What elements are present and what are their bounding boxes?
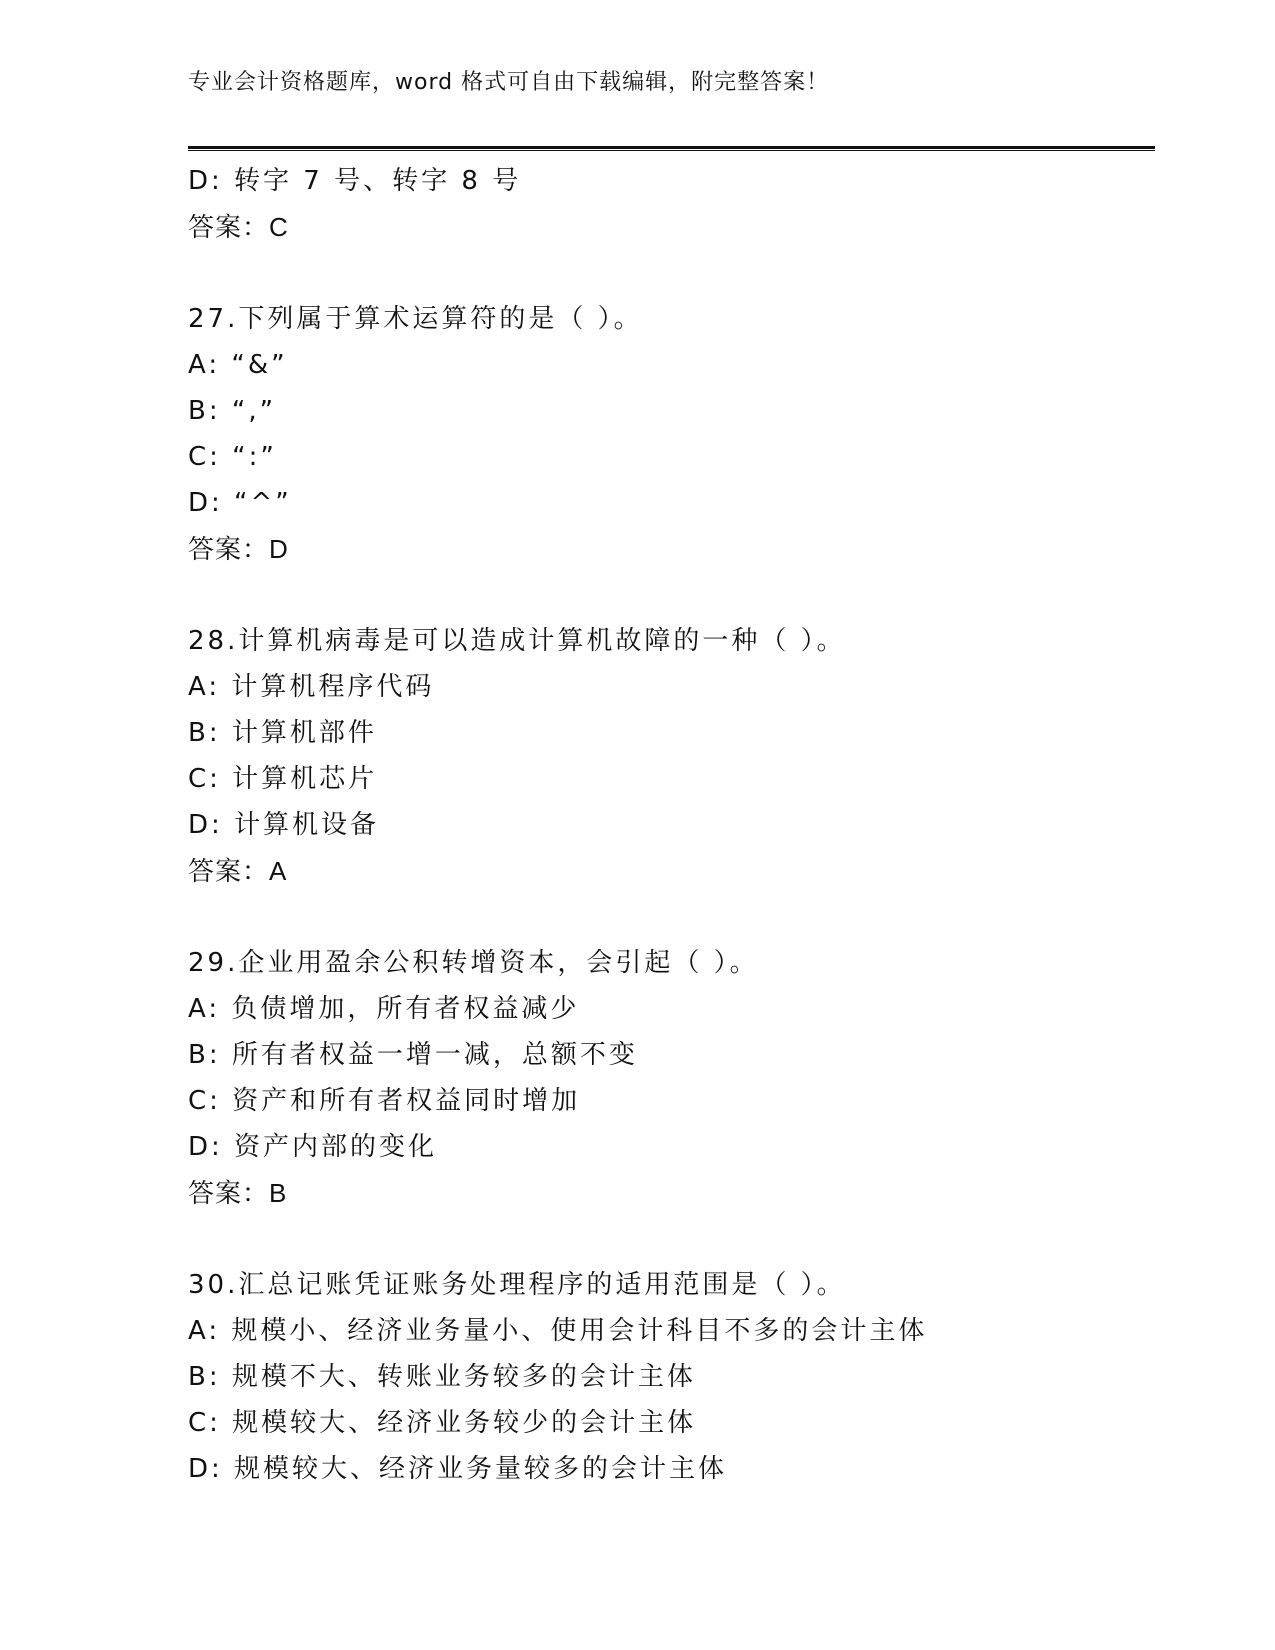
option-b: B: 计算机部件	[188, 718, 377, 748]
question-spacer	[188, 572, 1155, 618]
question-28	[188, 618, 1155, 894]
question-stem: 30.汇总记账凭证账务处理程序的适用范围是（ ）。	[188, 1270, 846, 1300]
header-divider	[188, 146, 1155, 151]
question-spacer	[188, 250, 1155, 296]
answer: 答案：B	[188, 1178, 288, 1208]
question-stem: 29.企业用盈余公积转增资本，会引起（ ）。	[188, 948, 759, 978]
question-30	[188, 1262, 1155, 1492]
option-c: C: 计算机芯片	[188, 764, 378, 794]
option-d: D: 转字 7 号、转字 8 号	[188, 166, 522, 196]
question-29	[188, 940, 1155, 1216]
option-d: D: “^”	[188, 488, 292, 518]
answer: 答案：C	[188, 212, 289, 242]
option-c: C: “:”	[188, 442, 277, 472]
question-27	[188, 296, 1155, 572]
option-a: A: 计算机程序代码	[188, 672, 435, 702]
answer: 答案：A	[188, 856, 288, 886]
option-b: B: 所有者权益一增一减，总额不变	[188, 1040, 638, 1070]
option-c: C: 资产和所有者权益同时增加	[188, 1086, 581, 1116]
option-b: B: 规模不大、转账业务较多的会计主体	[188, 1362, 696, 1392]
option-a: A: 负债增加，所有者权益减少	[188, 994, 580, 1024]
document-body	[188, 158, 1155, 1492]
option-a: A: “&”	[188, 350, 288, 380]
answer: 答案：D	[188, 534, 289, 564]
question-stem: 28.计算机病毒是可以造成计算机故障的一种（ ）。	[188, 626, 846, 656]
question-spacer	[188, 894, 1155, 940]
option-d: D: 资产内部的变化	[188, 1132, 438, 1162]
option-c: C: 规模较大、经济业务较少的会计主体	[188, 1408, 697, 1438]
option-b: B: “,”	[188, 396, 277, 426]
question-spacer	[188, 1216, 1155, 1262]
option-a: A: 规模小、经济业务量小、使用会计科目不多的会计主体	[188, 1316, 928, 1346]
option-d: D: 规模较大、经济业务量较多的会计主体	[188, 1454, 728, 1484]
option-d: D: 计算机设备	[188, 810, 380, 840]
question-stem: 27.下列属于算术运算符的是（ ）。	[188, 304, 643, 334]
page-header: 专业会计资格题库，word 格式可自由下载编辑，附完整答案！	[188, 70, 830, 95]
